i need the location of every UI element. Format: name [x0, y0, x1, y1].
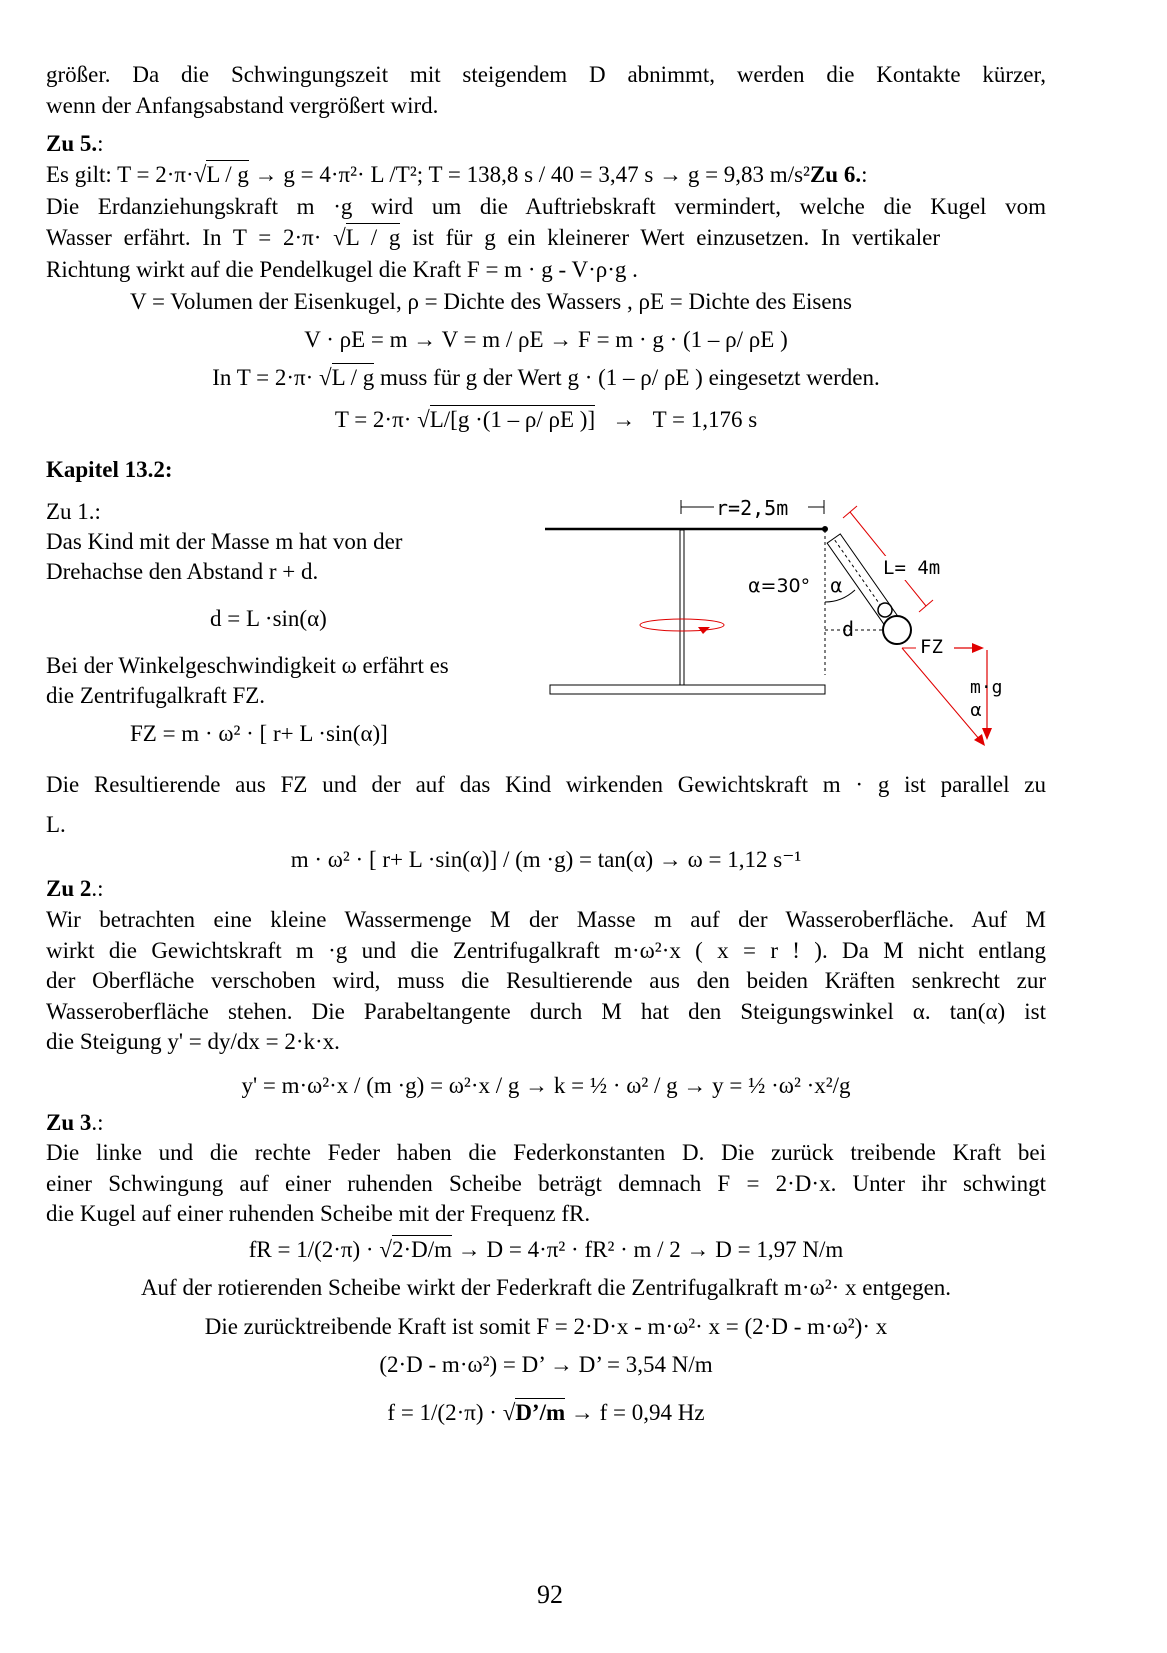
- sqrt-icon: √: [333, 225, 346, 250]
- paragraph-line: Richtung wirkt auf die Pendelkugel die Kraft F = m · g - V·ρ·g .: [46, 257, 638, 282]
- text: Wasser erfährt. In T = 2·π·: [46, 225, 334, 250]
- text: T = 2·π·: [334, 407, 418, 432]
- paragraph-line: Drehachse den Abstand r + d.: [46, 559, 319, 584]
- paragraph-line: [46, 223, 1046, 253]
- equation-line: V · ρE = m → V = m / ρE → F = m · g · (1 – ρ/ ρE ): [304, 327, 788, 352]
- paragraph-line: Auf der rotierenden Scheibe wirkt der Federkraft die Zentrifugalkraft m·ω²· x entgegen.: [140, 1275, 952, 1300]
- paragraph-line: Die linke und die rechte Feder haben die Federkonstanten D. Die zurück treibende Kraft bei: [46, 1140, 1046, 1165]
- label-L: L= 4m: [883, 557, 941, 579]
- sqrt-content: L / g: [345, 225, 401, 250]
- heading-text: Zu 5.: [46, 131, 98, 156]
- paragraph-line: einer Schwingung auf einer ruhenden Scheibe beträgt demnach F = 2·D·x. Unter ihr schwingt: [46, 1171, 1046, 1196]
- sqrt-content: L / g: [206, 162, 249, 187]
- label-alpha-value: α=30°: [748, 575, 811, 597]
- carousel-diagram-svg: [540, 490, 1050, 760]
- text: → f = 0,94 Hz: [565, 1400, 705, 1425]
- sqrt-content: D’/m: [515, 1400, 566, 1425]
- paragraph-line: L.: [46, 812, 66, 837]
- carousel-diagram: [540, 490, 1050, 760]
- chapter-heading: Kapitel 13.2:: [46, 457, 173, 482]
- heading-text: Zu 2: [46, 876, 92, 901]
- label-alpha-2: α: [970, 700, 982, 721]
- sqrt-content: L / g: [331, 365, 375, 390]
- paragraph-line: die Zentrifugalkraft FZ.: [46, 683, 266, 708]
- sqrt-icon: √: [193, 162, 207, 187]
- paragraph-line: Wir betrachten eine kleine Wassermenge M der Masse m auf der Wasseroberfläche. Auf M: [46, 907, 1046, 932]
- paragraph-line: die Steigung y' = dy/dx = 2·k·x.: [46, 1029, 340, 1054]
- text: In T = 2·π·: [212, 365, 320, 390]
- paragraph-line: Bei der Winkelgeschwindigkeit ω erfährt es: [46, 653, 449, 678]
- paragraph-line: der Oberfläche verschoben wird, muss die Resultierende aus den beiden Kräften senkrecht zur: [46, 968, 1046, 993]
- sqrt-content: L/[g ·(1 – ρ/ ρE )]: [429, 407, 596, 432]
- text: f = 1/(2·π) ·: [387, 1400, 503, 1425]
- sqrt-icon: √: [319, 365, 332, 390]
- page-number: 92: [537, 1580, 563, 1609]
- paragraph-line: wirkt die Gewichtskraft m ·g und die Zentrifugalkraft m·ω²·x ( x = r ! ). Da M nicht entlang: [46, 938, 1046, 963]
- equation-text: → g = 4·π²· L /T²; T = 138,8 s / 40 = 3,47 s → g = 9,83 m/s²: [248, 162, 810, 187]
- label-Fz: FZ: [920, 636, 943, 658]
- equation-line: [46, 405, 1046, 435]
- result-text: T = 1,176 s: [652, 407, 758, 432]
- equation-text: Es gilt: T = 2·π·: [46, 162, 194, 187]
- arrow-icon: →: [612, 407, 636, 432]
- equation-line: [46, 1398, 1046, 1428]
- equation-line: FZ = m · ω² · [ r+ L ·sin(α)]: [130, 721, 388, 746]
- sqrt-icon: √: [379, 1237, 392, 1262]
- section-heading-zu5: [46, 129, 1046, 159]
- paragraph-line: größer. Da die Schwingungszeit mit steigendem D abnimmt, werden die Kontakte kürzer,: [46, 62, 1046, 87]
- equation-line: m · ω² · [ r+ L ·sin(α)] / (m ·g) = tan(α) → ω = 1,12 s⁻¹: [290, 847, 802, 872]
- section-heading-zu1: Zu 1.:: [46, 499, 101, 524]
- heading-text: Zu 3: [46, 1110, 92, 1135]
- text: → D = 4·π² · fR² · m / 2 → D = 1,97 N/m: [452, 1237, 844, 1262]
- label-d: d: [842, 617, 855, 641]
- paragraph-line: Die zurücktreibende Kraft ist somit F = 2·D·x - m·ω²· x = (2·D - m·ω²)· x: [204, 1314, 888, 1339]
- equation-line: (2·D - m·ω²) = D’ → D’ = 3,54 N/m: [379, 1352, 713, 1377]
- section-heading-zu3: [46, 1108, 1046, 1138]
- paragraph-line: Die Erdanziehungskraft m ·g wird um die Auftriebskraft vermindert, welche die Kugel vom: [46, 194, 1046, 219]
- label-mg: m·g: [970, 677, 1003, 698]
- sqrt-content: 2·D/m: [391, 1237, 453, 1262]
- label-r: r=2,5m: [716, 496, 789, 520]
- text: muss für g der Wert g · (1 – ρ/ ρE ) eingesetzt werden.: [374, 365, 880, 390]
- paragraph-line: die Kugel auf einer ruhenden Scheibe mit der Frequenz fR.: [46, 1201, 591, 1226]
- heading-suffix: .:: [91, 876, 104, 901]
- text: fR = 1/(2·π) ·: [248, 1237, 380, 1262]
- sqrt-icon: √: [417, 407, 430, 432]
- paragraph-line: Wasseroberfläche stehen. Die Parabeltangente durch M hat den Steigungswinkel α. tan(α) ist: [46, 999, 1046, 1024]
- heading-suffix: .:: [91, 1110, 104, 1135]
- equation-line: y' = m·ω²·x / (m ·g) = ω²·x / g → k = ½ · ω² / g → y = ½ ·ω² ·x²/g: [241, 1073, 851, 1098]
- equation-line: [46, 1235, 1046, 1265]
- section-heading-zu2: [46, 874, 1046, 904]
- sqrt-icon: √: [502, 1400, 516, 1425]
- section-heading-zu6: Zu 6.: [809, 162, 862, 187]
- heading-suffix: :: [861, 162, 868, 187]
- text: ist für g ein kleinerer Wert einzusetzen. In vertikaler: [400, 225, 941, 250]
- definition-line: V = Volumen der Eisenkugel, ρ = Dichte des Wassers , ρE = Dichte des Eisens: [130, 289, 853, 314]
- equation-line: [46, 363, 1046, 393]
- heading-suffix: :: [97, 131, 104, 156]
- paragraph-line: wenn der Anfangsabstand vergrößert wird.: [46, 93, 439, 118]
- label-alpha: α: [830, 575, 843, 597]
- equation-line: d = L ·sin(α): [210, 606, 327, 631]
- paragraph-line: Das Kind mit der Masse m hat von der: [46, 529, 403, 554]
- paragraph-line: Die Resultierende aus FZ und der auf das Kind wirkenden Gewichtskraft m · g ist parallel zu: [46, 772, 1046, 797]
- equation-line: [46, 160, 1046, 190]
